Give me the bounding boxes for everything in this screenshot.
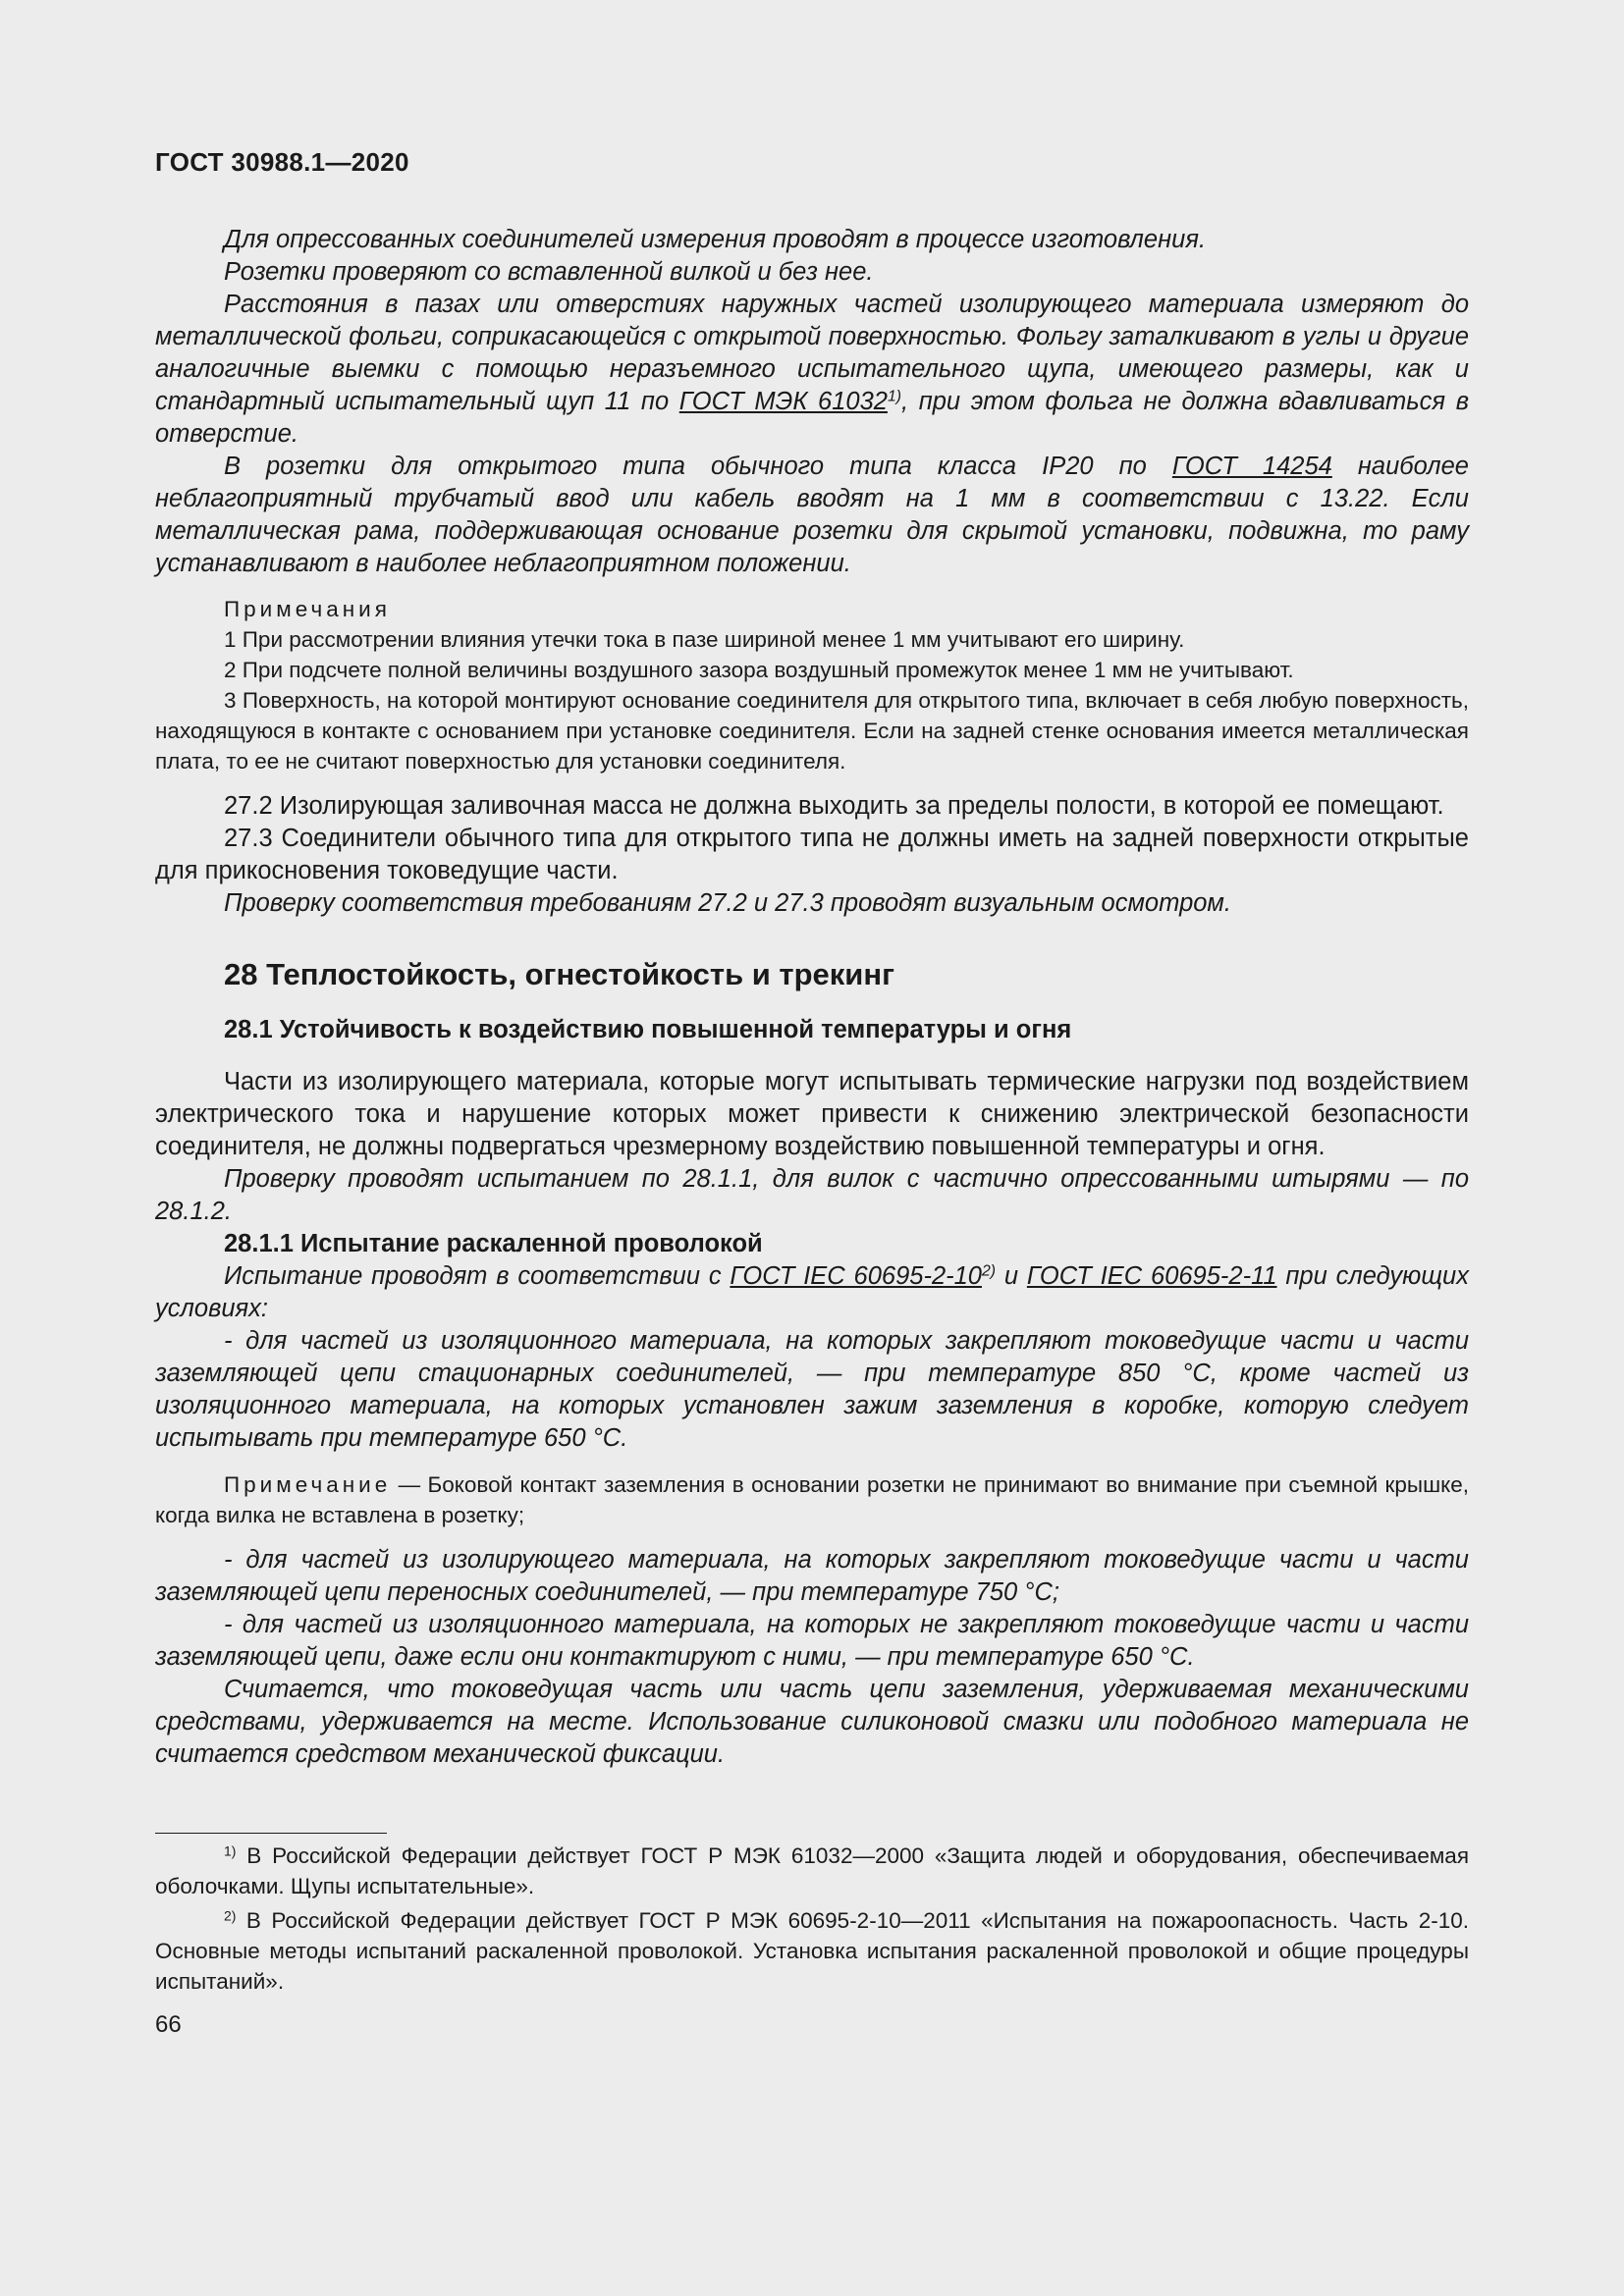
- text-run: Испытание проводят в соответствии с: [224, 1262, 731, 1290]
- notes-title: Примечания: [224, 597, 391, 621]
- footnote-mark-1: 1): [224, 1842, 237, 1859]
- footnote-ref-2[interactable]: 2): [981, 1262, 997, 1280]
- paragraph-foil-measurement: [155, 289, 1469, 451]
- text-run: наиболее неблагоприятный трубчатый ввод или кабель вводят на 1 мм в соответствии с 13.22. Если металлическая рама, поддерживающая основание розетки для скрытой установки, подвижна, то раму устанавливают в наиболее неблагоприятном положении.: [155, 453, 1469, 577]
- footnote-2: [155, 1905, 1469, 1997]
- list-item-850: - для частей из изоляционного материала, на которых закрепляют токоведущие части и части заземляющей цепи стационарных соединителей, — при температуре 850 °С, кроме частей из изоляционного материала, на которых установлен зажим заземления в коробке, которую следует испытывать при температуре 650 °С.: [155, 1327, 1469, 1452]
- link-gost-iec-61032[interactable]: ГОСТ МЭК 61032: [678, 388, 888, 415]
- text-run: Боковой контакт заземления в основании розетки не принимают во внимание при съемной крышке, когда вилка не вставлена в розетку;: [155, 1472, 1469, 1527]
- list-item-650: - для частей из изоляционного материала, на которых не закрепляют токоведущие части и части заземляющей цепи, даже если они контактируют с ними, — при температуре 650 °С.: [155, 1611, 1469, 1671]
- link-gost-iec-60695-2-10[interactable]: ГОСТ IEC 60695-2-10: [730, 1262, 982, 1290]
- paragraph-28-1-check: Проверку проводят испытанием по 28.1.1, для вилок с частично опрессованными штырями — по 28.1.2.: [155, 1165, 1469, 1225]
- text-run: Расстояния в пазах или отверстиях наружных частей изолирующего материала измеряют до металлической фольги, соприкасающейся с открытой поверхностью. Фольгу заталкивают в углы и другие аналогичные выемки с помощью неразъемного испытательного щупа, имеющего размеры, как и стандартный испытательный щуп 11 по: [155, 291, 1469, 415]
- paragraph-27-2: 27.2 Изолирующая заливочная масса не должна выходить за пределы полости, в которой ее помещают.: [224, 792, 1444, 820]
- link-gost-iec-60695-2-11[interactable]: ГОСТ IEC 60695-2-11: [1026, 1262, 1277, 1290]
- list-item-750: - для частей из изолирующего материала, на которых закрепляют токоведущие части и части заземляющей цепи переносных соединителей, — при температуре 750 °С;: [155, 1546, 1469, 1606]
- footnote-1: [155, 1841, 1469, 1901]
- paragraph-27-3: 27.3 Соединители обычного типа для открытого типа не должны иметь на задней поверхности открытые для прикосновения токоведущие части.: [155, 825, 1469, 884]
- text-run: , при этом фольга не должна вдавливаться в отверстие.: [155, 388, 1469, 448]
- paragraph-27-check: Проверку соответствия требованиям 27.2 и 27.3 проводят визуальным осмотром.: [224, 889, 1232, 917]
- footnote-ref-1[interactable]: 1): [887, 388, 901, 405]
- paragraph-sockets-check: Розетки проверяют со вставленной вилкой и без нее.: [224, 258, 874, 286]
- note-item-2: 2 При подсчете полной величины воздушного зазора воздушный промежуток менее 1 мм не учитывают.: [224, 658, 1294, 682]
- text-run: В Российской Федерации действует ГОСТ Р МЭК 60695-2-10—2011 «Испытания на пожароопасность. Часть 2-10. Основные методы испытаний раскаленной проволокой. Установка испытания раскаленной проволокой и общие процедуры испытаний».: [155, 1908, 1469, 1994]
- note-item-3: 3 Поверхность, на которой монтируют основание соединителя для открытого типа, включает в себя любую поверхность, находящуюся в контакте с основанием при установке соединителя. Если на задней стенке основания имеется металлическая плата, то ее не считают поверхностью для установки соединителя.: [155, 688, 1469, 774]
- paragraph-28-1-1: [155, 1260, 1469, 1325]
- section-28-1-title: 28.1 Устойчивость к воздействию повышенной температуры и огня: [224, 1016, 1072, 1043]
- footnote-mark-2: 2): [224, 1907, 237, 1924]
- paragraph-pressed-connectors: Для опрессованных соединителей измерения проводят в процессе изготовления.: [224, 226, 1207, 253]
- paragraph-ip20-sockets: [155, 451, 1469, 580]
- text-run: и: [996, 1262, 1027, 1290]
- footnote-divider: [155, 1833, 387, 1834]
- text-run: В Российской Федерации действует ГОСТ Р МЭК 61032—2000 «Защита людей и оборудования, обеспечиваемая оболочками. Щупы испытательные».: [155, 1843, 1469, 1898]
- page-content: [155, 224, 1469, 2039]
- text-run: В розетки для открытого типа обычного типа класса IP20 по: [224, 453, 1172, 480]
- note-label: Примечание: [224, 1472, 392, 1497]
- doc-header: ГОСТ 30988.1—2020: [155, 147, 409, 177]
- paragraph-mechanical-fixing: Считается, что токоведущая часть или часть цепи заземления, удерживаемая механическими средствами, удерживается на месте. Использование силиконовой смазки или подобного материала не считается средством механической фиксации.: [155, 1676, 1469, 1768]
- section-28-1-1-title: 28.1.1 Испытание раскаленной проволокой: [224, 1230, 763, 1257]
- page-number: 66: [155, 2011, 182, 2038]
- paragraph-28-1-body: Части из изолирующего материала, которые могут испытывать термические нагрузки под воздействием электрического тока и нарушение которых может привести к снижению электрической безопасности соединителя, не должны подвергаться чрезмерному воздействию повышенной температуры и огня.: [155, 1068, 1469, 1160]
- note-item-1: 1 При рассмотрении влияния утечки тока в пазе шириной менее 1 мм учитывают его ширину.: [224, 627, 1185, 652]
- notes-block: [155, 594, 1469, 776]
- link-gost-14254[interactable]: ГОСТ 14254: [1171, 453, 1332, 480]
- text-run: при следующих условиях:: [155, 1262, 1469, 1322]
- note-earth-contact: [155, 1469, 1469, 1530]
- section-28-title: 28 Теплостойкость, огнестойкость и трекинг: [224, 957, 894, 991]
- text-run: —: [391, 1472, 428, 1497]
